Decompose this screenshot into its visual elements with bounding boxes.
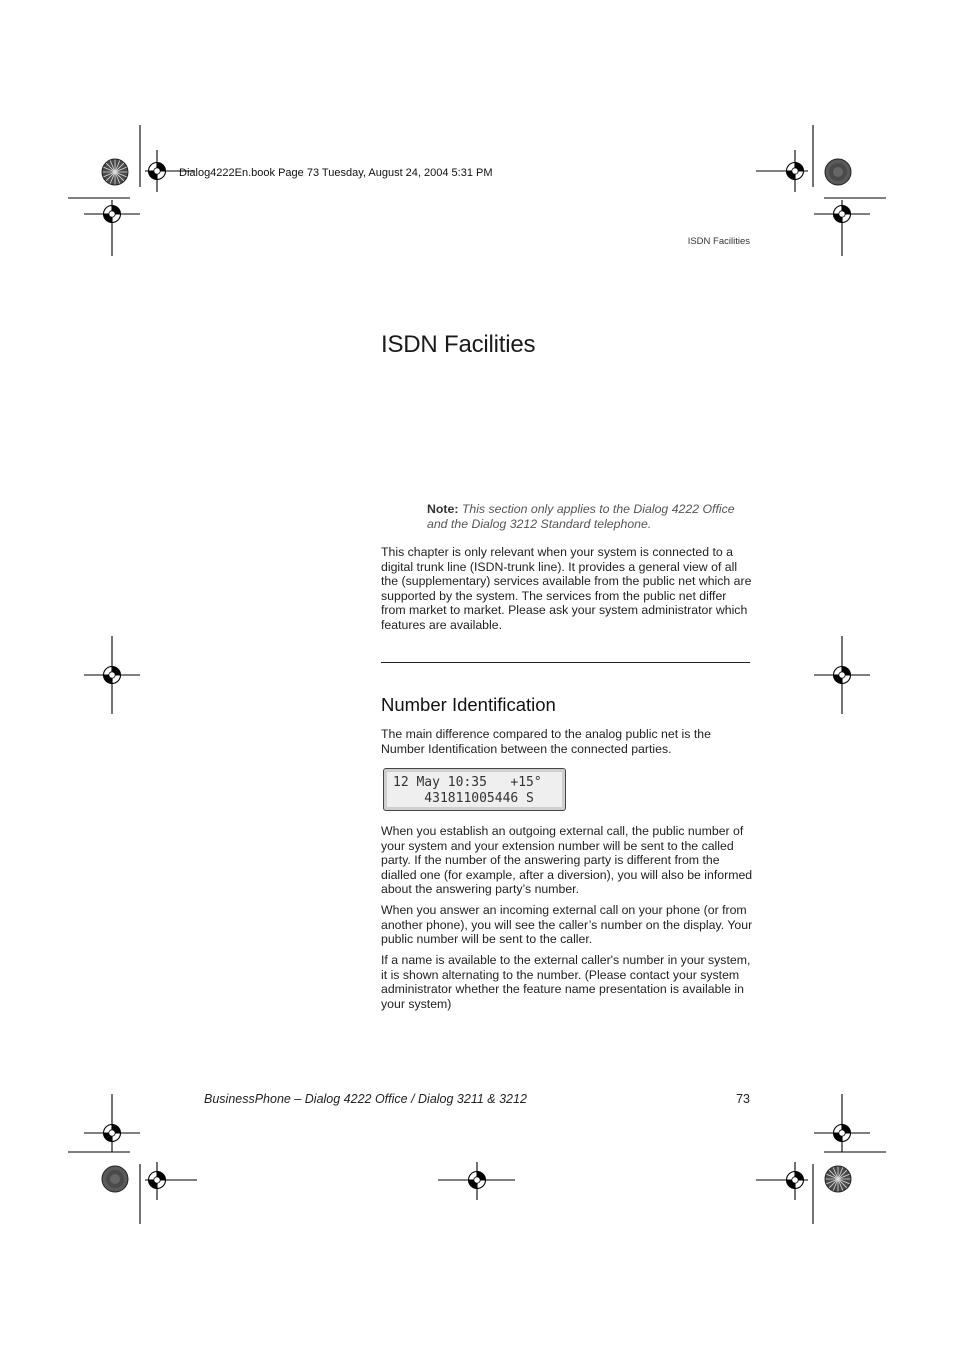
display-line-2: 431811005446 S bbox=[393, 791, 534, 806]
phone-display bbox=[383, 768, 566, 811]
section-paragraph-2: When you establish an outgoing external call, the public number of your system and your extension number will be sent to the called party. If the number of the answering party is different from the dialled one (for example, after a diversion), you will also be informed about the answering party’s number. bbox=[381, 824, 753, 896]
print-slug: Dialog4222En.book Page 73 Tuesday, August 24, 2004 5:31 PM bbox=[179, 167, 493, 179]
display-line-1: 12 May 10:35 +15° bbox=[393, 775, 542, 790]
section-paragraph-1: The main difference compared to the analog public net is the Number Identification between the connected parties. bbox=[381, 727, 711, 756]
note bbox=[427, 502, 757, 531]
section-paragraph-3: When you answer an incoming external call on your phone (or from another phone), you will see the caller’s number on the display. Your public number will be sent to the caller. bbox=[381, 903, 753, 946]
section-title: Number Identification bbox=[381, 694, 556, 715]
section-divider bbox=[381, 662, 750, 663]
section-paragraph-4: If a name is available to the external caller's number in your system, it is shown alternating to the number. (Please contact your system administrator whether the feature name presentation is available in your system) bbox=[381, 953, 751, 1011]
note-label: Note: bbox=[427, 502, 459, 516]
chapter-title: ISDN Facilities bbox=[381, 331, 536, 358]
footer-title: BusinessPhone – Dialog 4222 Office / Dialog 3211 & 3212 bbox=[204, 1092, 527, 1106]
page-number: 73 bbox=[736, 1092, 750, 1106]
running-head: ISDN Facilities bbox=[687, 236, 750, 247]
intro-paragraph: This chapter is only relevant when your system is connected to a digital trunk line (ISDN-trunk line). It provides a general view of all the (supplementary) services available from the public net which are supported by the system. The services from the public net differ from market to market. Please ask your system administrator which features are available. bbox=[381, 545, 752, 632]
note-text: This section only applies to the Dialog 4222 Office and the Dialog 3212 Standard telephone. bbox=[427, 502, 735, 531]
